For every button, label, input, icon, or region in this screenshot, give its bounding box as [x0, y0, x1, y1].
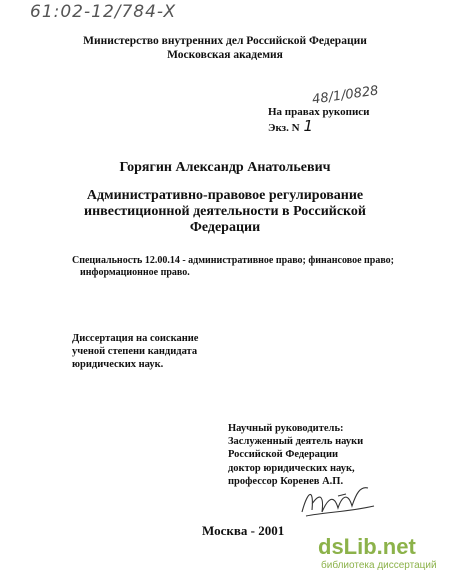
degree-line: юридических наук. [72, 359, 164, 370]
supervisor-title: Заслуженный деятель науки [228, 436, 364, 448]
title-line: Административно-правовое регулирование [86, 188, 364, 203]
supervisor-block [228, 422, 363, 488]
specialty-line: Специальность 12.00.14 - административное право; финансовое право; [72, 255, 395, 266]
archive-stamp: 61:02-12/784-X [30, 2, 177, 22]
city-year: Москва - 2001 [202, 523, 285, 538]
degree-line: Диссертация на соискание [72, 333, 199, 344]
copy-label: Экз. N [268, 122, 300, 134]
dissertation-title [0, 188, 450, 236]
watermark-logo: dsLib.net [318, 534, 416, 559]
copy-number: 1 [303, 117, 314, 135]
manuscript-rights [268, 105, 370, 135]
title-line: инвестиционной деятельности в Российской [84, 204, 366, 219]
pencil-note: 48/1/0828 [311, 83, 380, 108]
ministry-header [0, 34, 450, 62]
supervisor-title: Российской Федерации [228, 449, 339, 461]
supervisor-name: профессор Коренев А.П. [228, 475, 344, 487]
ministry-line: Министерство внутренних дел Российской Федерации [83, 35, 367, 47]
supervisor-label: Научный руководитель: [228, 423, 344, 434]
supervisor-degree: доктор юридических наук, [228, 462, 355, 474]
copy-line [268, 119, 370, 135]
academy-line: Московская академия [167, 49, 283, 61]
title-line: Федерации [189, 220, 261, 235]
specialty-line: информационное право. [80, 267, 190, 278]
degree-line: ученой степени кандидата [72, 346, 198, 357]
watermark-subtitle: библиотека диссертаций [321, 560, 437, 571]
watermark [318, 534, 446, 578]
rights-label: На правах рукописи [268, 106, 370, 118]
specialty-block [72, 255, 402, 279]
author-name: Горягин Александр Анатольевич [119, 160, 331, 175]
degree-statement [72, 332, 198, 371]
signature [298, 482, 378, 527]
